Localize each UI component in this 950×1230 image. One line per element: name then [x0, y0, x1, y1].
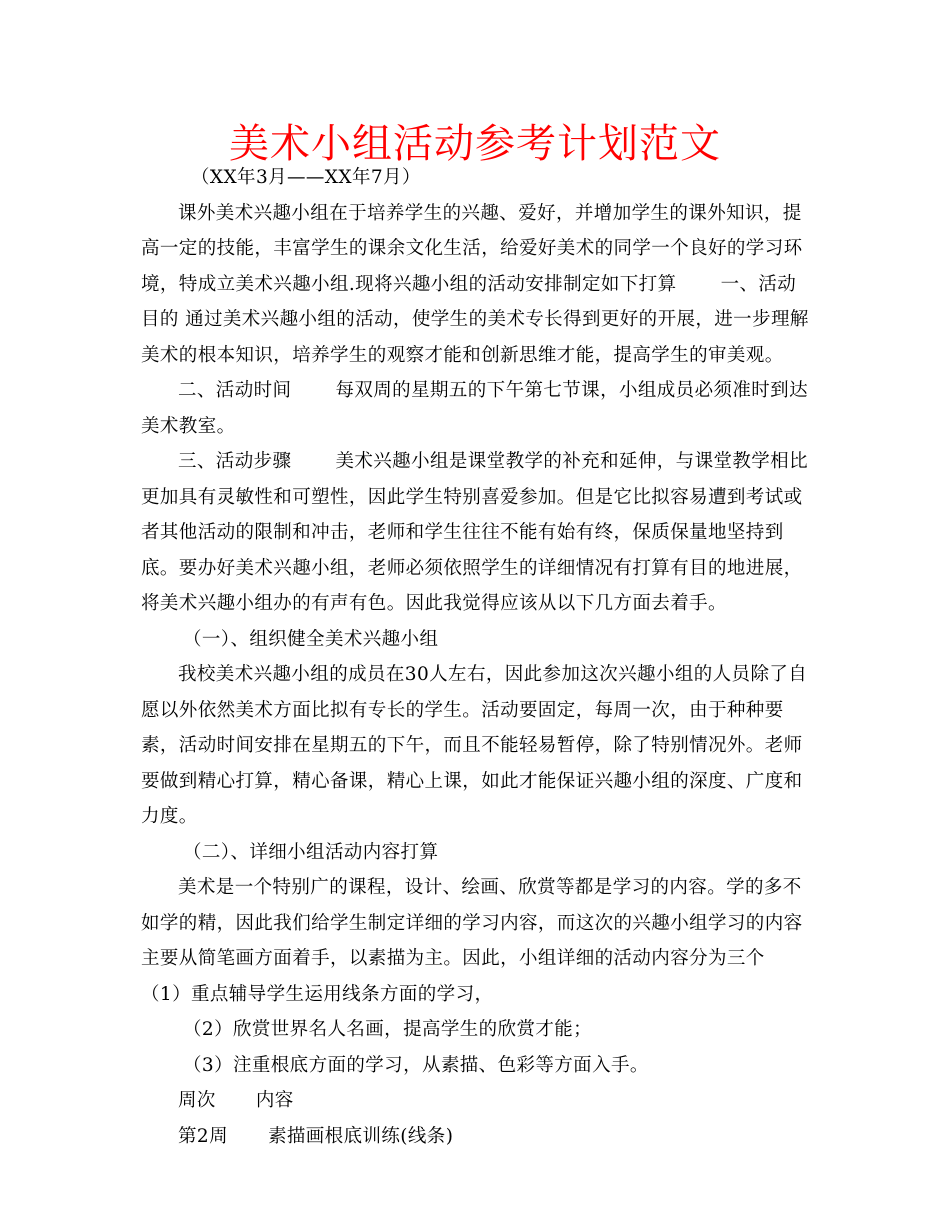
paragraph-intro: 课外美术兴趣小组在于培养学生的兴趣、爱好，并增加学生的课外知识，提高一定的技能，丰富学生的课余文化生活，给爱好美术的同学一个良好的学习环境，特成立美术兴趣小组.现将兴趣小组的活动安排制定如下打算 一、活动目的 通过美术兴趣小组的活动，使学生的美术专长得到更好的开展，进一步理解美术的根本知识，培养学生的观察才能和创新思维才能，提高学生的审美观。 [141, 202, 809, 366]
schedule-row-content: 素描画根底训练(线条) [267, 1125, 454, 1147]
paragraph-content-plan: 美术是一个特别广的课程，设计、绘画、欣赏等都是学习的内容。学的多不如学的精，因此我们给学生制定详细的学习内容，而这次的兴趣小组学习的内容主要从简笔画方面着手，以素描为主。因此，小组详细的活动内容分为三个 （1）重点辅导学生运用线条方面的学习， [141, 877, 822, 1005]
document-title: 美术小组活动参考计划范文 [229, 121, 721, 167]
section-heading-content-plan: （二）、详细小组活动内容打算 [183, 841, 439, 863]
schedule-header-row [141, 1083, 813, 1119]
section-heading-organize: （一）、组织健全美术兴趣小组 [183, 628, 439, 650]
schedule-row-week: 第2周 [178, 1125, 228, 1147]
paragraph-organize: 我校美术兴趣小组的成员在30人左右，因此参加这次兴趣小组的人员除了自愿以外依然美术方面比拟有专长的学生。活动要固定，每周一次，由于种种要素，活动时间安排在星期五的下午，而且不能轻易暂停，除了特别情况外。老师要做到精心打算，精心备课，精心上课，如此才能保证兴趣小组的深度、广度和力度。 [141, 664, 808, 827]
paragraph-activity-steps: 三、活动步骤 美术兴趣小组是课堂教学的补充和延伸，与课堂教学相比更加具有灵敏性和可塑性，因此学生特别喜爱参加。但是它比拟容易遭到考试或者其他活动的限制和冲击，老师和学生往往不能有始有终，保质保量地坚持到底。要办好美术兴趣小组，老师必须依照学生的详细情况有打算有目的地进展，将美术兴趣小组办的有声有色。因此我觉得应该从以下几方面去着手。 [141, 451, 808, 614]
list-item-fundamentals: （3）注重根底方面的学习，从素描、色彩等方面入手。 [183, 1054, 649, 1076]
schedule-row [141, 1119, 813, 1155]
schedule-header-content: 内容 [255, 1090, 294, 1111]
schedule-header-week: 周次 [178, 1090, 216, 1111]
date-range: （XX年3月——XX年7月） [191, 167, 421, 188]
paragraph-activity-time: 二、活动时间 每双周的星期五的下午第七节课，小组成员必须准时到达美术教室。 [141, 380, 808, 437]
document-body [141, 160, 822, 1154]
list-item-appreciation: （2）欣赏世界名人名画，提高学生的欣赏才能； [183, 1019, 593, 1040]
